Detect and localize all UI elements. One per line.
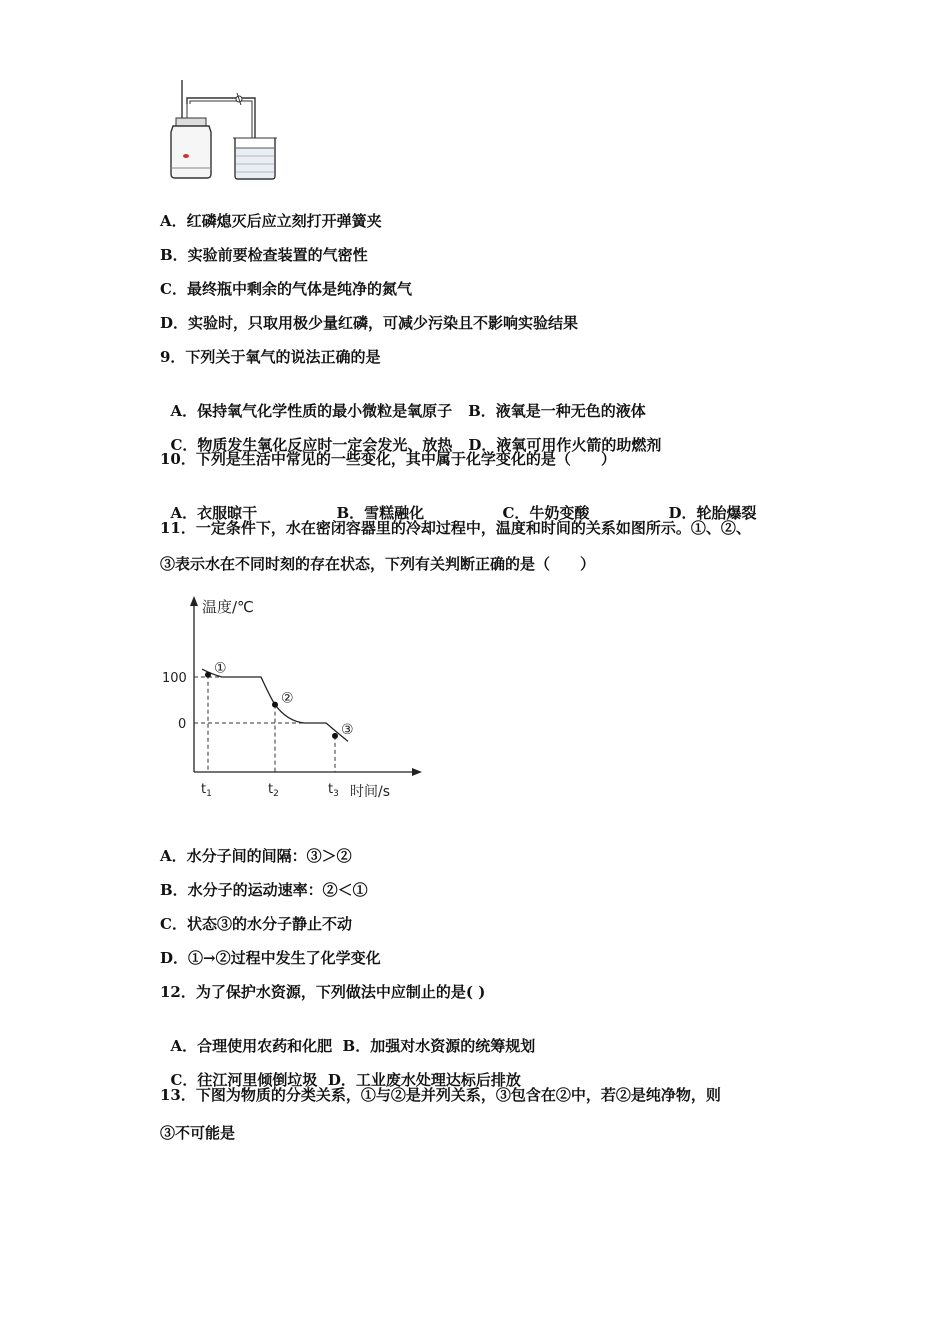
temperature-time-chart: [158, 588, 428, 803]
q9-option-c: C．物质发生氧化反应时一定会发光、放热: [170, 436, 453, 454]
q10-option-b: B．雪糕融化: [336, 504, 425, 522]
state-label-3: ③: [341, 721, 354, 738]
q11-stem-line1: 11．一定条件下，水在密闭容器里的冷却过程中，温度和时间的关系如图所示。①、②、: [160, 519, 751, 537]
x-tick-sub-t3: 3: [333, 789, 339, 799]
q12-stem: 12．为了保护水资源，下列做法中应制止的是( ): [160, 983, 486, 1001]
state-point-3: [332, 733, 338, 739]
y-axis-arrow: [190, 596, 198, 606]
state-label-2: ②: [281, 690, 294, 707]
q12-options-row2: [160, 1050, 521, 1090]
x-tick-label-t2: [268, 782, 279, 799]
q8-option-d: D．实验时，只取用极少量红磷，可减少污染且不影响实验结果: [160, 314, 579, 332]
q10-option-a: A．衣服晾干: [170, 504, 258, 522]
apparatus-figure: [163, 78, 283, 182]
x-axis-label: 时间/s: [350, 784, 391, 800]
x-axis-arrow: [412, 768, 422, 776]
x-tick-label-t1: [201, 782, 212, 799]
q8-option-c: C．最终瓶中剩余的气体是纯净的氮气: [160, 280, 412, 298]
y-tick-label-100: 100: [162, 671, 187, 686]
q10-option-c: C．牛奶变酸: [502, 504, 590, 522]
y-axis-label: 温度/℃: [202, 598, 254, 616]
x-tick-main-t1: t: [201, 782, 207, 797]
q11-option-d: D．①→②过程中发生了化学变化: [160, 949, 381, 967]
q13-stem-line1: 13．下图为物质的分类关系，①与②是并列关系，③包含在②中，若②是纯净物，则: [160, 1086, 721, 1104]
x-tick-main-t3: t: [328, 782, 334, 797]
x-tick-sub-t1: 1: [206, 789, 212, 799]
q10-options-row: [160, 483, 756, 523]
q10-stem: 10．下列是生活中常见的一些变化，其中属于化学变化的是（ ）: [160, 450, 616, 468]
q12-option-d: D．工业废水处理达标后排放: [327, 1071, 521, 1089]
state-label-1: ①: [214, 660, 227, 677]
q8-option-b: B．实验前要检查装置的气密性: [160, 246, 368, 264]
q9-option-b: B．液氧是一种无色的液体: [468, 402, 646, 420]
q11-option-a: A．水分子间的间隔：③＞②: [160, 847, 352, 865]
q12-option-a: A．合理使用农药和化肥: [170, 1037, 333, 1055]
q11-option-c: C．状态③的水分子静止不动: [160, 915, 352, 933]
q11-option-b: B．水分子的运动速率：②＜①: [160, 881, 368, 899]
q9-option-a: A．保持氧气化学性质的最小微粒是氧原子: [170, 402, 453, 420]
x-tick-sub-t2: 2: [273, 789, 279, 799]
q9-option-d: D．液氧可用作火箭的助燃剂: [468, 436, 662, 454]
y-tick-label-0: 0: [178, 717, 187, 732]
x-tick-main-t2: t: [268, 782, 274, 797]
q9-stem: 9．下列关于氧气的说法正确的是: [160, 348, 381, 366]
q11-stem-line2: ③表示水在不同时刻的存在状态，下列有关判断正确的是（ ）: [160, 555, 596, 573]
q13-stem-line2: ③不可能是: [160, 1124, 236, 1142]
state-point-1: [205, 672, 211, 678]
q8-option-a: A．红磷熄灭后应立刻打开弹簧夹: [160, 212, 382, 230]
q12-option-c: C．往江河里倾倒垃圾: [170, 1071, 318, 1089]
state-point-2: [272, 702, 278, 708]
x-tick-label-t3: [328, 782, 339, 799]
q12-option-b: B．加强对水资源的统筹规划: [342, 1037, 536, 1055]
q10-option-d: D．轮胎爆裂: [668, 504, 757, 522]
